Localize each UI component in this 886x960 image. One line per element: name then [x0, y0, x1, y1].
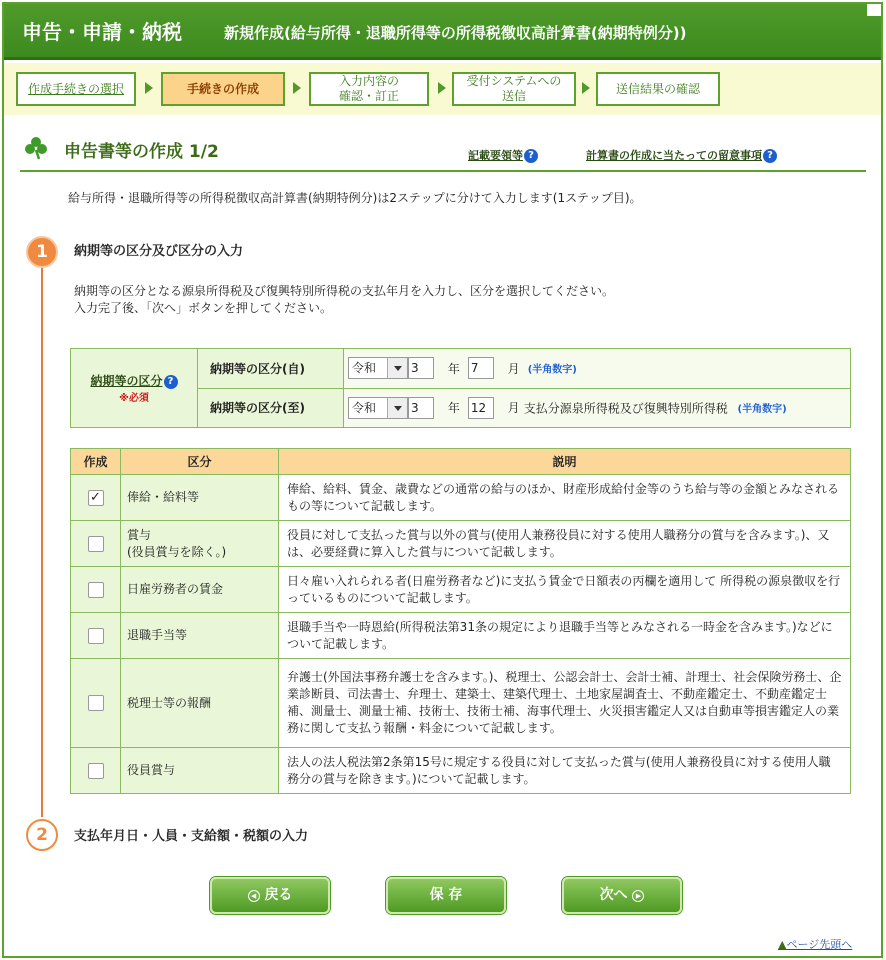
step-label: 送信結果の確認	[615, 81, 700, 96]
category-description: 俸給、給料、賃金、歳費などの通常の給与のほか、財産形成給付金等のうち給与等の金額とみなされるもの等について記載します。	[279, 475, 851, 521]
save-button-label: 保 存	[429, 887, 463, 903]
next-button-label: 次へ	[599, 887, 628, 903]
help-icon[interactable]: ?	[524, 149, 538, 163]
era-from-select[interactable]: 令和	[348, 357, 408, 379]
table-row	[71, 475, 851, 521]
step-confirm-correct	[309, 72, 429, 106]
month-to-input[interactable]: 12	[468, 397, 494, 419]
category-description: 退職手当や一時恩給(所得税法第31条の規定により退職手当等とみなされる一時金を含みます。)などについて記載します。	[279, 613, 851, 659]
step-number-2: 2	[26, 819, 58, 851]
section-title: 申告書等の作成 1/2	[64, 142, 219, 162]
category-table	[70, 448, 851, 794]
up-arrow-icon: ▲	[778, 938, 787, 951]
period-table	[70, 348, 851, 428]
step-arrow-icon	[438, 82, 446, 94]
category-cell	[121, 659, 279, 748]
category-name: 日雇労務者の賃金	[127, 582, 224, 596]
step-create-procedure	[161, 72, 285, 106]
help-icon[interactable]: ?	[763, 149, 777, 163]
step-navigation	[4, 63, 881, 115]
category-description: 法人の法人税法第2条第15号に規定する役員に対して支払った賞与(使用人兼務役員に対する使用人職務分の賞与を除きます。)について記載します。	[279, 748, 851, 794]
header-subtitle: 新規作成(給与所得・退職所得等の所得税徴収高計算書(納期特例分))	[224, 24, 687, 42]
step2-title: 支払年月日・人員・支給額・税額の入力	[74, 829, 309, 844]
next-button[interactable]	[562, 877, 682, 914]
period-label-link[interactable]: 納期等の区分	[90, 374, 163, 388]
category-cell	[121, 521, 279, 567]
column-header: 作成	[71, 449, 121, 475]
year-unit: 年	[447, 361, 460, 376]
step-send-result	[596, 72, 720, 106]
column-header: 区分	[121, 449, 279, 475]
page-top-link[interactable]	[778, 936, 852, 952]
arrow-left-icon: ◀	[248, 890, 260, 902]
step-label: 作成手続きの選択	[27, 81, 124, 96]
period-to-label: 納期等の区分(至)	[198, 388, 344, 428]
step1-title: 納期等の区分及び区分の入力	[74, 244, 244, 259]
step1-description	[74, 283, 614, 317]
year-unit: 年	[447, 401, 460, 416]
step-arrow-icon	[293, 82, 301, 94]
month-unit: 月	[507, 401, 520, 416]
back-button[interactable]	[210, 877, 330, 914]
help-icon[interactable]: ?	[164, 375, 178, 389]
table-row	[71, 613, 851, 659]
checkbox-cell	[71, 475, 121, 521]
step1-desc-line: 納期等の区分となる源泉所得税及び復興特別所得税の支払年月を入力し、区分を選択してください。	[74, 284, 615, 298]
step-select-procedure[interactable]	[16, 72, 136, 106]
column-header: 説明	[279, 449, 851, 475]
table-row	[71, 659, 851, 748]
category-description: 弁護士(外国法事務弁護士を含みます。)、税理士、公認会計士、会計士補、計理士、社会保険労務士、企業診断員、司法書士、弁理士、建築士、建築代理士、土地家屋調査士、不動産鑑定士、不動産鑑定士補、測量士、測量士補、技術士、技術士補、海事代理士、火災損害鑑定人又は自動車等損害鑑定人の業務に関して支払う報酬・料金について記載します。	[279, 659, 851, 748]
checkbox-cell	[71, 748, 121, 794]
halfwidth-note: (半角数字)	[737, 404, 787, 416]
salary-checkbox[interactable]: ✓	[88, 490, 104, 506]
step-label: 入力内容の 確認・訂正	[338, 74, 399, 103]
chevron-down-icon[interactable]	[387, 398, 407, 418]
step-number-1: 1	[26, 236, 58, 268]
bonus-checkbox[interactable]	[88, 536, 104, 552]
header-title: 申告・申請・納税	[22, 20, 182, 44]
step-arrow-icon	[145, 82, 153, 94]
clover-icon	[24, 136, 48, 160]
header-corner	[867, 4, 881, 16]
back-button-label: 戻る	[264, 887, 293, 903]
required-mark: ※必須	[119, 393, 149, 404]
step-label: 手続きの作成	[186, 81, 259, 96]
category-name: 税理士等の報酬	[127, 695, 212, 710]
calc-notes-link[interactable]: 計算書の作成に当たっての留意事項 ?	[586, 147, 777, 163]
checkbox-cell	[71, 659, 121, 748]
checkbox-cell	[71, 613, 121, 659]
category-cell	[121, 567, 279, 613]
step-connector-line	[41, 252, 43, 817]
section-header	[20, 130, 866, 172]
step-send-reception	[452, 72, 576, 106]
writing-guide-link[interactable]: 記載要領等 ?	[468, 147, 538, 163]
save-button[interactable]	[386, 877, 506, 914]
period-from-value	[344, 349, 851, 389]
checkbox-cell	[71, 521, 121, 567]
category-name: 賞与	[127, 527, 152, 542]
month-unit: 月	[507, 361, 520, 376]
table-header-row	[71, 449, 851, 475]
period-from-label: 納期等の区分(自)	[198, 349, 344, 389]
year-from-input[interactable]: 3	[408, 357, 434, 379]
arrow-right-icon: ▶	[632, 890, 644, 902]
officer-bonus-checkbox[interactable]	[88, 763, 104, 779]
to-suffix-text: 支払分源泉所得税及び復興特別所得税	[523, 401, 728, 416]
checkbox-cell	[71, 567, 121, 613]
category-description: 日々雇い入れられる者(日雇労務者など)に支払う賃金で日額表の丙欄を適用して 所得税の源泉徴収を行っているものについて記載します。	[279, 567, 851, 613]
category-cell	[121, 613, 279, 659]
step-arrow-icon	[582, 82, 590, 94]
year-to-input[interactable]: 3	[408, 397, 434, 419]
table-row	[71, 748, 851, 794]
category-name: 役員賞与	[127, 763, 176, 777]
category-name: 退職手当等	[127, 628, 188, 642]
day-laborer-checkbox[interactable]	[88, 582, 104, 598]
month-from-input[interactable]: 7	[468, 357, 494, 379]
page-top-label: ページ先頭へ	[786, 938, 853, 951]
intro-text: 給与所得・退職所得等の所得税徴収高計算書(納期特例分)は2ステップに分けて入力します(1ステップ目)。	[68, 191, 642, 205]
period-to-value	[344, 388, 851, 428]
table-row	[71, 521, 851, 567]
halfwidth-note: (半角数字)	[527, 364, 577, 376]
category-cell	[121, 475, 279, 521]
step-label: 受付システムへの 送信	[466, 74, 562, 103]
retirement-checkbox[interactable]	[88, 628, 104, 644]
table-row	[71, 567, 851, 613]
main-frame	[2, 2, 883, 958]
category-cell	[121, 748, 279, 794]
tax-accountant-checkbox[interactable]	[88, 695, 104, 711]
category-name: 俸給・給料等	[127, 490, 200, 504]
chevron-down-icon[interactable]	[387, 358, 407, 378]
category-description: 役員に対して支払った賞与以外の賞与(使用人兼務役員に対する使用人職務分の賞与を含みます。)、又は、必要経費に算入した賞与について記載します。	[279, 521, 851, 567]
header-bar	[4, 4, 881, 60]
category-name-sub: (役員賞与を除く。)	[127, 544, 227, 559]
era-to-select[interactable]: 令和	[348, 397, 408, 419]
step1-desc-line: 入力完了後、「次へ」ボタンを押してください。	[74, 301, 333, 315]
period-label-cell	[71, 349, 198, 428]
